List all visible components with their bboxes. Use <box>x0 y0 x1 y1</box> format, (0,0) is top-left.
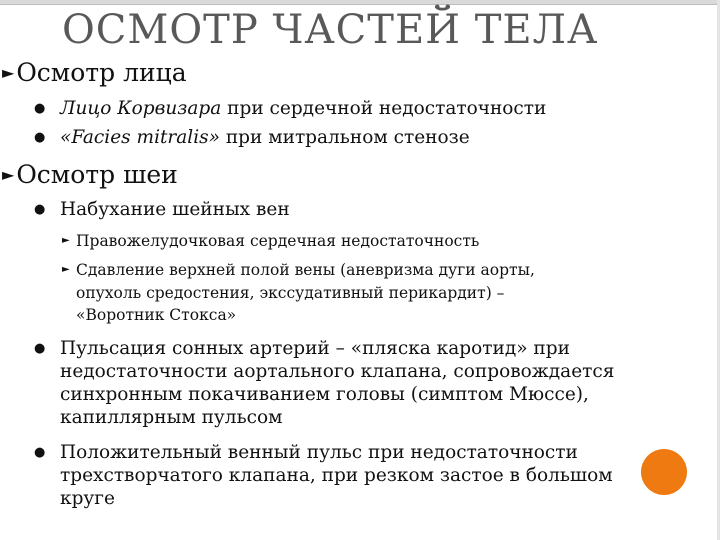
arrow-right-icon: ► <box>62 264 70 275</box>
section-neck-heading: ►Осмотр шеи <box>2 160 178 189</box>
bullet-icon: ● <box>34 130 46 145</box>
arrow-right-icon: ► <box>62 235 70 246</box>
arrow-right-icon: ► <box>2 63 15 82</box>
top-frame-line <box>0 4 720 5</box>
bullet-icon: ● <box>34 101 46 116</box>
section-face-heading: ►Осмотр лица <box>2 58 187 87</box>
bullet-icon: ● <box>34 341 46 356</box>
bullet-icon: ● <box>34 202 46 217</box>
bullet-icon: ● <box>34 445 46 460</box>
accent-circle <box>641 449 687 495</box>
slide-title: ОСМОТР ЧАСТЕЙ ТЕЛА <box>62 7 599 53</box>
arrow-right-icon: ► <box>2 165 15 184</box>
